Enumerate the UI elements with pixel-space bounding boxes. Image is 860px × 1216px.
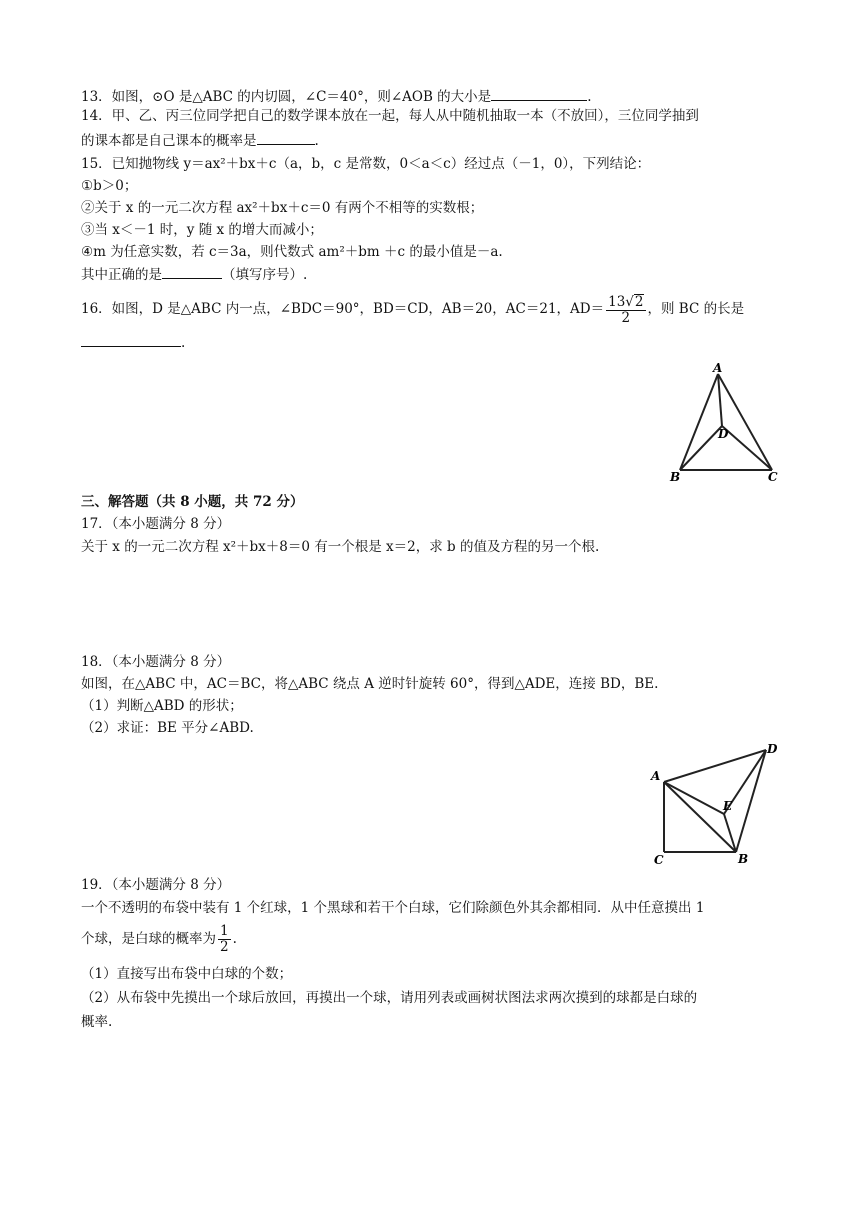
question-13: 13．如图，⊙O 是△ABC 的内切圆，∠C＝40°，则∠AOB 的大小是 . bbox=[81, 86, 591, 107]
label-b: B bbox=[738, 852, 749, 866]
segment-db bbox=[736, 750, 766, 852]
label-a: A bbox=[713, 361, 723, 375]
question-19-part-2-line-2: 概率. bbox=[81, 1014, 113, 1030]
question-16-answer: . bbox=[81, 332, 185, 353]
question-14-line-1: 14．甲、乙、丙三位同学把自己的数学课本放在一起，每人从中随机抽取一本（不放回），三位同学抽到 bbox=[81, 108, 699, 124]
question-13-text: 13．如图，⊙O 是△ABC 的内切圆，∠C＝40°，则∠AOB 的大小是 bbox=[81, 89, 492, 105]
figure-triangle-abc-with-point-d bbox=[668, 360, 784, 484]
question-17-body: 关于 x 的一元二次方程 x²＋bx＋8＝0 有一个根是 x＝2，求 b 的值及方程的另一个根. bbox=[81, 539, 600, 555]
answer-blank bbox=[257, 130, 315, 145]
question-19-line-2: 个球，是白球的概率为 $\frac{1}{2}$ . bbox=[81, 923, 237, 955]
question-15-item-4: ④m 为任意实数，若 c＝3a，则代数式 am²＋bm ＋c 的最小值是－a. bbox=[81, 244, 503, 260]
answer-blank bbox=[162, 264, 222, 279]
question-17-heading: 17．（本小题满分 8 分） bbox=[81, 516, 231, 532]
question-19-heading: 19．（本小题满分 8 分） bbox=[81, 877, 231, 893]
answer-blank bbox=[491, 86, 587, 101]
question-15-item-1: ①b＞0； bbox=[81, 178, 138, 194]
question-16: 16．如图，D 是△ABC 内一点，∠BDC＝90°，BD＝CD，AB＝20，AC＝21，AD＝ $\frac{13√2}{2}$ ，则 BC 的长是 bbox=[81, 293, 745, 326]
segment-ac bbox=[718, 374, 772, 470]
label-c: C bbox=[768, 470, 778, 484]
question-19-part-2-line-1: （2）从布袋中先摸出一个球后放回，再摸出一个球，请用列表或画树状图法求两次摸到的球都是白球的 bbox=[81, 990, 698, 1006]
question-15-item-2: ②关于 x 的一元二次方程 ax²＋bx＋c＝0 有两个不相等的实数根； bbox=[81, 200, 484, 216]
segment-ab bbox=[680, 374, 718, 470]
question-18-part-2: （2）求证：BE 平分∠ABD. bbox=[81, 720, 254, 736]
question-18-heading: 18．（本小题满分 8 分） bbox=[81, 654, 231, 670]
label-d: D bbox=[767, 742, 778, 756]
section-3-heading: 三、解答题（共 8 小题，共 72 分） bbox=[81, 494, 304, 510]
label-b: B bbox=[670, 470, 681, 484]
question-15-stem: 15．已知抛物线 y＝ax²＋bx＋c（a，b，c 是常数，0＜a＜c）经过点（－1，0），下列结论： bbox=[81, 156, 651, 172]
figure-rotated-triangle bbox=[646, 738, 786, 868]
fraction-one-half: $\frac{1}{2}$ bbox=[220, 923, 229, 955]
label-d: D bbox=[718, 427, 729, 441]
question-18-body: 如图，在△ABC 中，AC＝BC，将△ABC 绕点 A 逆时针旋转 60°，得到△ADE，连接 BD，BE. bbox=[81, 676, 659, 692]
segment-cd bbox=[722, 426, 772, 470]
question-15-answer-line: 其中正确的是 （填写序号）. bbox=[81, 264, 307, 285]
question-19-part-1: （1）直接写出布袋中白球的个数； bbox=[81, 966, 293, 982]
answer-blank bbox=[81, 332, 181, 347]
segment-bd bbox=[680, 426, 722, 470]
label-c: C bbox=[654, 853, 664, 867]
question-15-item-3: ③当 x＜－1 时，y 随 x 的增大而减小； bbox=[81, 222, 323, 238]
label-a: A bbox=[651, 769, 661, 783]
question-19-line-1: 一个不透明的布袋中装有 1 个红球，1 个黑球和若干个白球，它们除颜色外其余都相同．从中任意摸出 1 bbox=[81, 900, 705, 916]
segment-ad bbox=[664, 750, 766, 782]
segment-ae bbox=[664, 782, 724, 814]
question-14-line-2: 的课本都是自己课本的概率是 . bbox=[81, 130, 319, 151]
fraction-ad: $\frac{13√2}{2}$ bbox=[608, 293, 644, 326]
label-e: E bbox=[723, 799, 733, 813]
question-18-part-1: （1）判断△ABD 的形状； bbox=[81, 698, 243, 714]
